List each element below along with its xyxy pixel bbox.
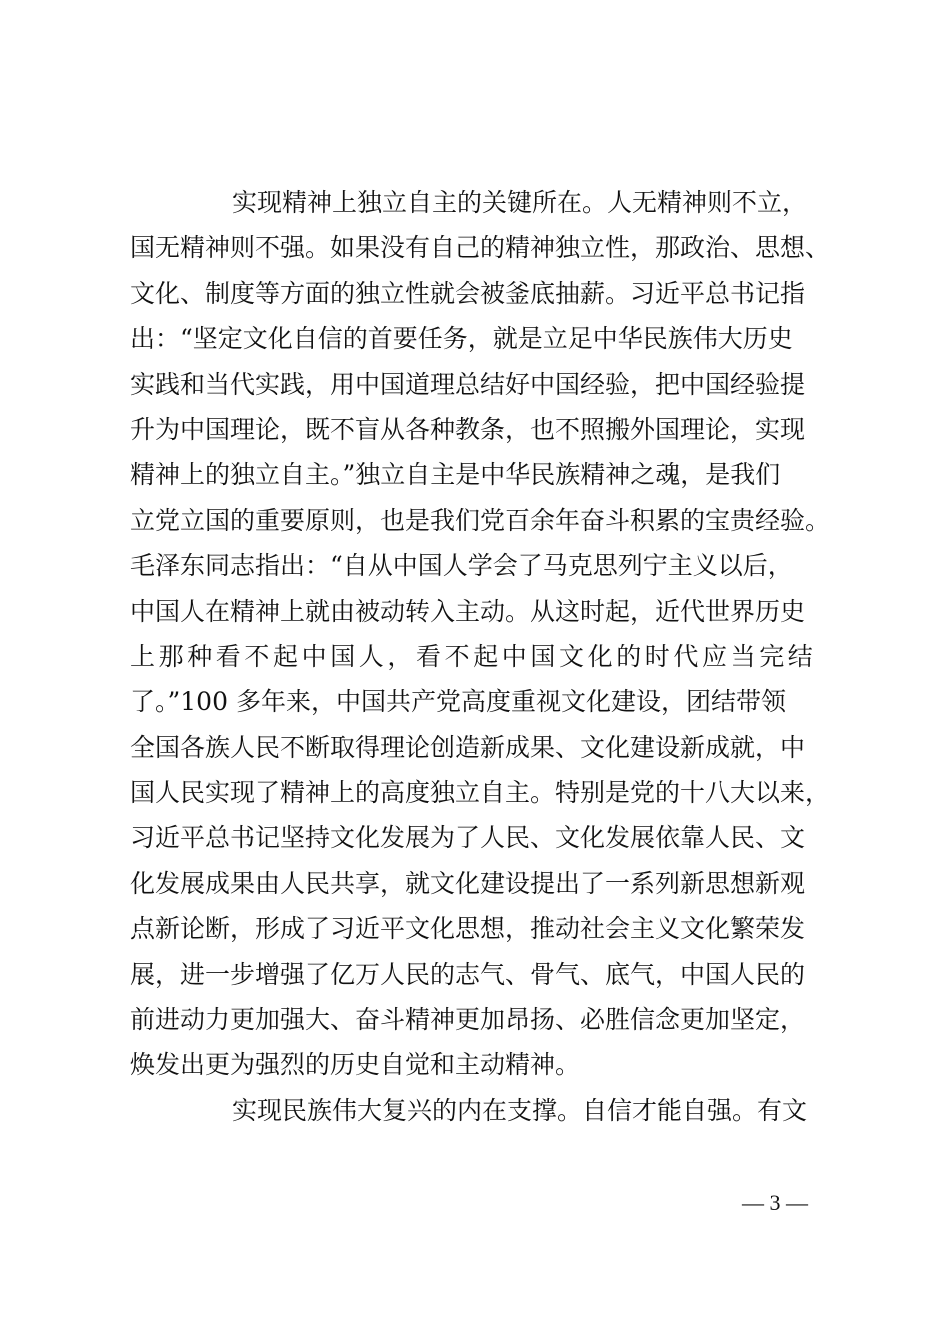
text-line: 毛泽东同志指出：“自从中国人学会了马克思列宁主义以后， [130,551,793,581]
text-line: 国无精神则不强。如果没有自己的精神独立性，那政治、思想、 [130,233,831,263]
text-line: 文化、制度等方面的独立性就会被釜底抽薪。习近平总书记指 [130,278,806,308]
text-line: 化发展成果由人民共享，就文化建设提出了一系列新思想新观 [130,868,806,898]
text-line: 点新论断，形成了习近平文化思想，推动社会主义文化繁荣发 [130,914,806,944]
text-line: 精神上的独立自主。”独立自主是中华民族精神之魂，是我们 [130,460,781,490]
text-line: 立党立国的重要原则，也是我们党百余年奋斗积累的宝贵经验。 [130,505,831,535]
text-line: 上那种看不起中国人，看不起中国文化的时代应当完结 [130,641,817,671]
text-line: 实践和当代实践，用中国道理总结好中国经验，把中国经验提 [130,369,806,399]
text-line: 焕发出更为强烈的历史自觉和主动精神。 [130,1050,581,1080]
text-line: 国人民实现了精神上的高度独立自主。特别是党的十八大以来， [130,778,831,808]
text-line: 习近平总书记坚持文化发展为了人民、文化发展依靠人民、文 [130,823,806,853]
text-line: 实现精神上独立自主的关键所在。人无精神则不立， [232,188,808,217]
text-line: 中国人在精神上就由被动转入主动。从这时起，近代世界历史 [130,596,806,626]
text-line: 前进动力更加强大、奋斗精神更加昂扬、必胜信念更加坚定， [130,1005,806,1035]
text-line: 了。”100 多年来，中国共产党高度重视文化建设，团结带领 [130,687,786,717]
body-text [130,180,870,1133]
page-number: — 3 — [742,1190,808,1215]
text-line: 升为中国理论，既不盲从各种教条，也不照搬外国理论，实现 [130,414,806,444]
text-line: 实现民族伟大复兴的内在支撑。自信才能自强。有文 [232,1095,808,1125]
text-line: 展，进一步增强了亿万人民的志气、骨气、底气，中国人民的 [130,959,806,989]
text-line: 全国各族人民不断取得理论创造新成果、文化建设新成就，中 [130,732,806,762]
text-line: 出：“坚定文化自信的首要任务，就是立足中华民族伟大历史 [130,324,793,354]
